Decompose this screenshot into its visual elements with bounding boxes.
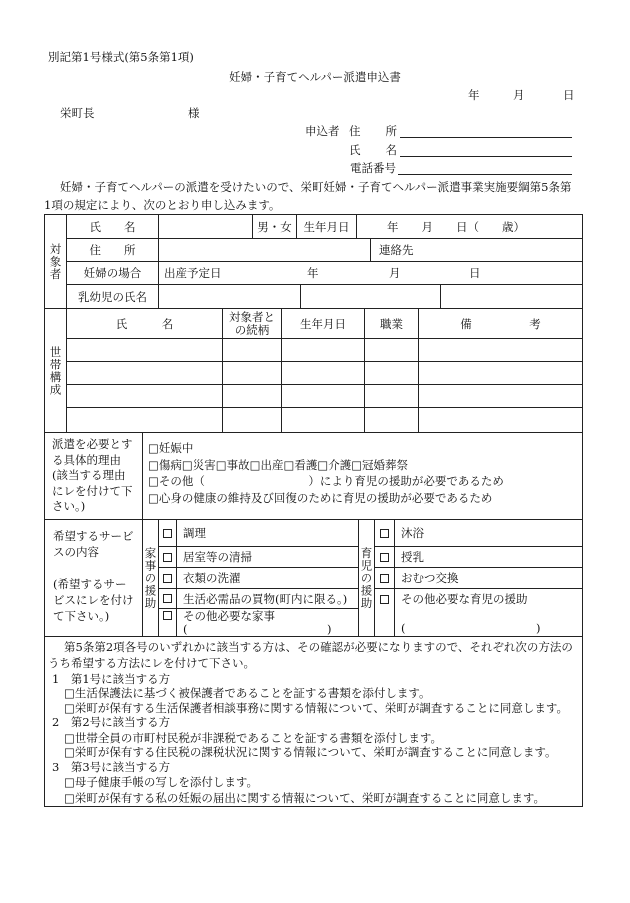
- applicant-label: 申込者: [305, 124, 340, 138]
- subject-name-field[interactable]: [159, 215, 253, 239]
- housework-item-cleaning: 居室等の清掃: [177, 547, 359, 568]
- subject-birth-template: 年 月 日（ 歳）: [387, 219, 525, 234]
- housework-cell-2: [159, 547, 177, 568]
- eligibility-group-2-option-2[interactable]: □栄町が保有する住民税の課税状況に関する情報について、栄町が調査することに同意します。: [64, 745, 557, 759]
- housework-checkbox-other[interactable]: [163, 611, 172, 620]
- subject-name-label: 氏 名: [67, 215, 159, 239]
- services-label-line-4: ビスにレを付け: [53, 593, 134, 607]
- subject-address-label: 住 所: [67, 239, 159, 262]
- reasons-label: [45, 433, 143, 520]
- eligibility-group-1-option-1[interactable]: □生活保護法に基づく被保護者であることを証する書類を添付します。: [64, 686, 431, 700]
- childcare-checkbox-bathing[interactable]: [380, 529, 389, 538]
- household-row-3-relation[interactable]: [223, 385, 282, 408]
- childcare-checkbox-diaper[interactable]: [380, 574, 389, 583]
- childcare-item-diaper: おむつ交換: [395, 568, 583, 589]
- eligibility-intro-line-2: うち希望する方法にレを付けて下さい。: [48, 656, 255, 670]
- applicant-address-label: [349, 124, 397, 138]
- eligibility-group-3-option-2[interactable]: □栄町が保有する私の妊娠の届出に関する情報について、栄町が調査することに同意します。: [64, 791, 545, 805]
- subject-contact-field[interactable]: [371, 239, 583, 262]
- applicant-address-field[interactable]: [400, 137, 572, 138]
- childcare-cell-3: [375, 568, 395, 589]
- due-month-label: 月: [389, 266, 401, 280]
- household-row-1-job[interactable]: [365, 339, 419, 362]
- housework-item-cooking: 調理: [177, 520, 359, 547]
- eligibility-intro-line-1: 第5条第2項各号のいずれかに該当する方は、その確認が必要になりますので、それぞれ次の方法の: [64, 640, 573, 654]
- reasons-label-line-1: 派遣を必要とす: [52, 437, 133, 451]
- household-col-birth: 生年月日: [282, 309, 365, 339]
- housework-cell-4: [159, 589, 177, 609]
- services-label-line-5: て下さい。): [53, 609, 110, 623]
- due-year-label: 年: [307, 266, 319, 280]
- household-col-relation-line-1: 対象者と: [229, 309, 275, 324]
- household-row-2-notes[interactable]: [419, 362, 583, 385]
- reasons-label-line-2: る具体的理由: [52, 452, 121, 467]
- pregnant-case-label: 妊婦の場合: [67, 262, 159, 285]
- household-row-4-relation[interactable]: [223, 408, 282, 433]
- reasons-label-line-3: (該当する理由: [52, 468, 126, 482]
- due-day-label: 日: [469, 266, 481, 280]
- housework-item-other: [177, 609, 359, 637]
- addressee-suffix: 様: [188, 106, 200, 120]
- household-col-name: 氏 名: [67, 309, 223, 339]
- household-col-notes: 備 考: [419, 309, 583, 339]
- household-row-2-birth[interactable]: [282, 362, 365, 385]
- reasons-label-line-4: にレを付けて下: [52, 483, 133, 498]
- date-month-label: 月: [513, 88, 525, 102]
- services-label-line-3: (希望するサー: [53, 577, 127, 591]
- applicant-name-field[interactable]: [400, 156, 572, 157]
- household-col-relation: [223, 309, 282, 339]
- housework-item-other-label: その他必要な家事: [183, 609, 275, 623]
- eligibility-group-1-option-2[interactable]: □栄町が保有する生活保護者相談事務に関する情報について、栄町が調査することに同意します。: [64, 701, 568, 715]
- due-date-field[interactable]: [159, 262, 583, 285]
- housework-cell-3: [159, 568, 177, 589]
- form-title: 妊婦・子育てヘルパー派遣申込書: [229, 70, 401, 84]
- childcare-cell-4: [375, 589, 395, 637]
- due-date-label: 出産予定日: [164, 266, 222, 280]
- childcare-item-feeding: 授乳: [395, 547, 583, 568]
- housework-cell-5: [159, 609, 177, 637]
- date-year-label: 年: [468, 88, 480, 102]
- reasons-options: [143, 433, 583, 520]
- childcare-checkbox-feeding[interactable]: [380, 553, 389, 562]
- household-row-1-birth[interactable]: [282, 339, 365, 362]
- household-row-3-birth[interactable]: [282, 385, 365, 408]
- household-row-2-relation[interactable]: [223, 362, 282, 385]
- housework-cell-1: [159, 520, 177, 547]
- household-row-4-job[interactable]: [365, 408, 419, 433]
- infant-name-field-3[interactable]: [441, 285, 583, 309]
- eligibility-group-3-option-1[interactable]: □母子健康手帳の写しを添付します。: [64, 775, 258, 789]
- housework-checkbox-cooking[interactable]: [163, 529, 172, 538]
- eligibility-section: [45, 637, 583, 807]
- childcare-other-field[interactable]: [401, 621, 582, 634]
- household-col-relation-line-2: の続柄: [234, 322, 270, 337]
- subject-section: [45, 215, 67, 309]
- subject-address-field[interactable]: [159, 239, 371, 262]
- housework-checkbox-laundry[interactable]: [163, 574, 172, 583]
- eligibility-group-2-heading: 2 第2号に該当する方: [52, 715, 171, 729]
- housework-checkbox-cleaning[interactable]: [163, 553, 172, 562]
- reason-option-circumstances[interactable]: □傷病□災害□事故□出産□看護□介護□冠婚葬祭: [148, 457, 409, 472]
- intro-line-2: 1項の規定により、次のとおり申し込みます。: [44, 198, 281, 212]
- applicant-name-label: [349, 143, 397, 157]
- household-row-1-relation[interactable]: [223, 339, 282, 362]
- subject-birth-label: 生年月日: [297, 215, 357, 239]
- childcare-item-other: [395, 589, 583, 637]
- housework-other-paren-close: ): [327, 622, 332, 636]
- childcare-item-bathing: 沐浴: [395, 520, 583, 547]
- housework-item-laundry: 衣類の洗濯: [177, 568, 359, 589]
- household-row-3-name[interactable]: [67, 385, 223, 408]
- housework-group: [143, 520, 159, 637]
- infant-name-label: 乳幼児の氏名: [67, 285, 159, 309]
- housework-checkbox-shopping[interactable]: [163, 594, 172, 603]
- subject-section-label: 対象者: [48, 242, 63, 281]
- services-label-line-1: 希望するサービ: [53, 529, 134, 543]
- intro-line-1: 妊婦・子育てヘルパーの派遣を受けたいので、栄町妊婦・子育てヘルパー派遣事業実施要綱第5条第: [60, 180, 572, 194]
- household-section: [45, 309, 67, 433]
- household-row-1-notes[interactable]: [419, 339, 583, 362]
- eligibility-group-3-heading: 3 第3号に該当する方: [52, 760, 171, 774]
- household-col-job: 職業: [365, 309, 419, 339]
- household-row-2-job[interactable]: [365, 362, 419, 385]
- addressee: 栄町長: [60, 106, 95, 120]
- household-row-3-notes[interactable]: [419, 385, 583, 408]
- childcare-item-other-label: その他必要な育児の援助: [401, 592, 528, 606]
- reasons-label-line-5: さい。): [52, 499, 86, 513]
- subject-contact-label: 連絡先: [379, 243, 414, 257]
- household-row-4-birth[interactable]: [282, 408, 365, 433]
- services-label: [45, 520, 143, 637]
- applicant-address-label-text: 住 所: [349, 124, 397, 138]
- application-form-table: [44, 214, 583, 807]
- childcare-other-paren-open: (: [401, 621, 406, 635]
- housework-other-field[interactable]: [183, 623, 358, 636]
- applicant-name-label-text: 氏 名: [349, 143, 397, 157]
- household-row-2-name[interactable]: [67, 362, 223, 385]
- services-label-line-2: スの内容: [53, 545, 99, 559]
- reason-option-other[interactable]: □その他（ ）により育児の援助が必要であるため: [148, 474, 504, 489]
- applicant-phone-label: 電話番号: [350, 161, 396, 175]
- subject-birth-field[interactable]: [357, 215, 583, 239]
- date-day-label: 日: [563, 88, 575, 102]
- household-row-4-name[interactable]: [67, 408, 223, 433]
- childcare-checkbox-other[interactable]: [380, 595, 389, 604]
- housework-item-shopping: 生活必需品の買物(町内に限る。): [177, 589, 359, 609]
- childcare-cell-2: [375, 547, 395, 568]
- subject-gender-choice[interactable]: 男・女: [253, 215, 297, 239]
- form-reference: 別記第1号様式(第5条第1項): [48, 50, 194, 64]
- childcare-group: [359, 520, 375, 637]
- household-row-4-notes[interactable]: [419, 408, 583, 433]
- applicant-phone-field[interactable]: [398, 174, 572, 175]
- housework-group-label: 家事の援助: [143, 546, 158, 610]
- childcare-other-paren-close: ): [536, 621, 541, 635]
- childcare-cell-1: [375, 520, 395, 547]
- eligibility-group-2-option-1[interactable]: □世帯全員の市町村民税が非課税であることを証する書類を添付します。: [64, 731, 442, 745]
- reason-option-pregnant[interactable]: □妊娠中: [148, 441, 194, 455]
- housework-other-paren-open: (: [183, 622, 188, 636]
- infant-name-field-2[interactable]: [301, 285, 441, 309]
- household-row-3-job[interactable]: [365, 385, 419, 408]
- eligibility-group-1-heading: 1 第1号に該当する方: [52, 672, 171, 686]
- reason-option-health[interactable]: □心身の健康の維持及び回復のために育児の援助が必要であるため: [148, 491, 493, 506]
- household-section-label: 世帯構成: [48, 345, 63, 396]
- infant-name-field-1[interactable]: [159, 285, 301, 309]
- childcare-group-label: 育児の援助: [359, 546, 374, 610]
- household-row-1-name[interactable]: [67, 339, 223, 362]
